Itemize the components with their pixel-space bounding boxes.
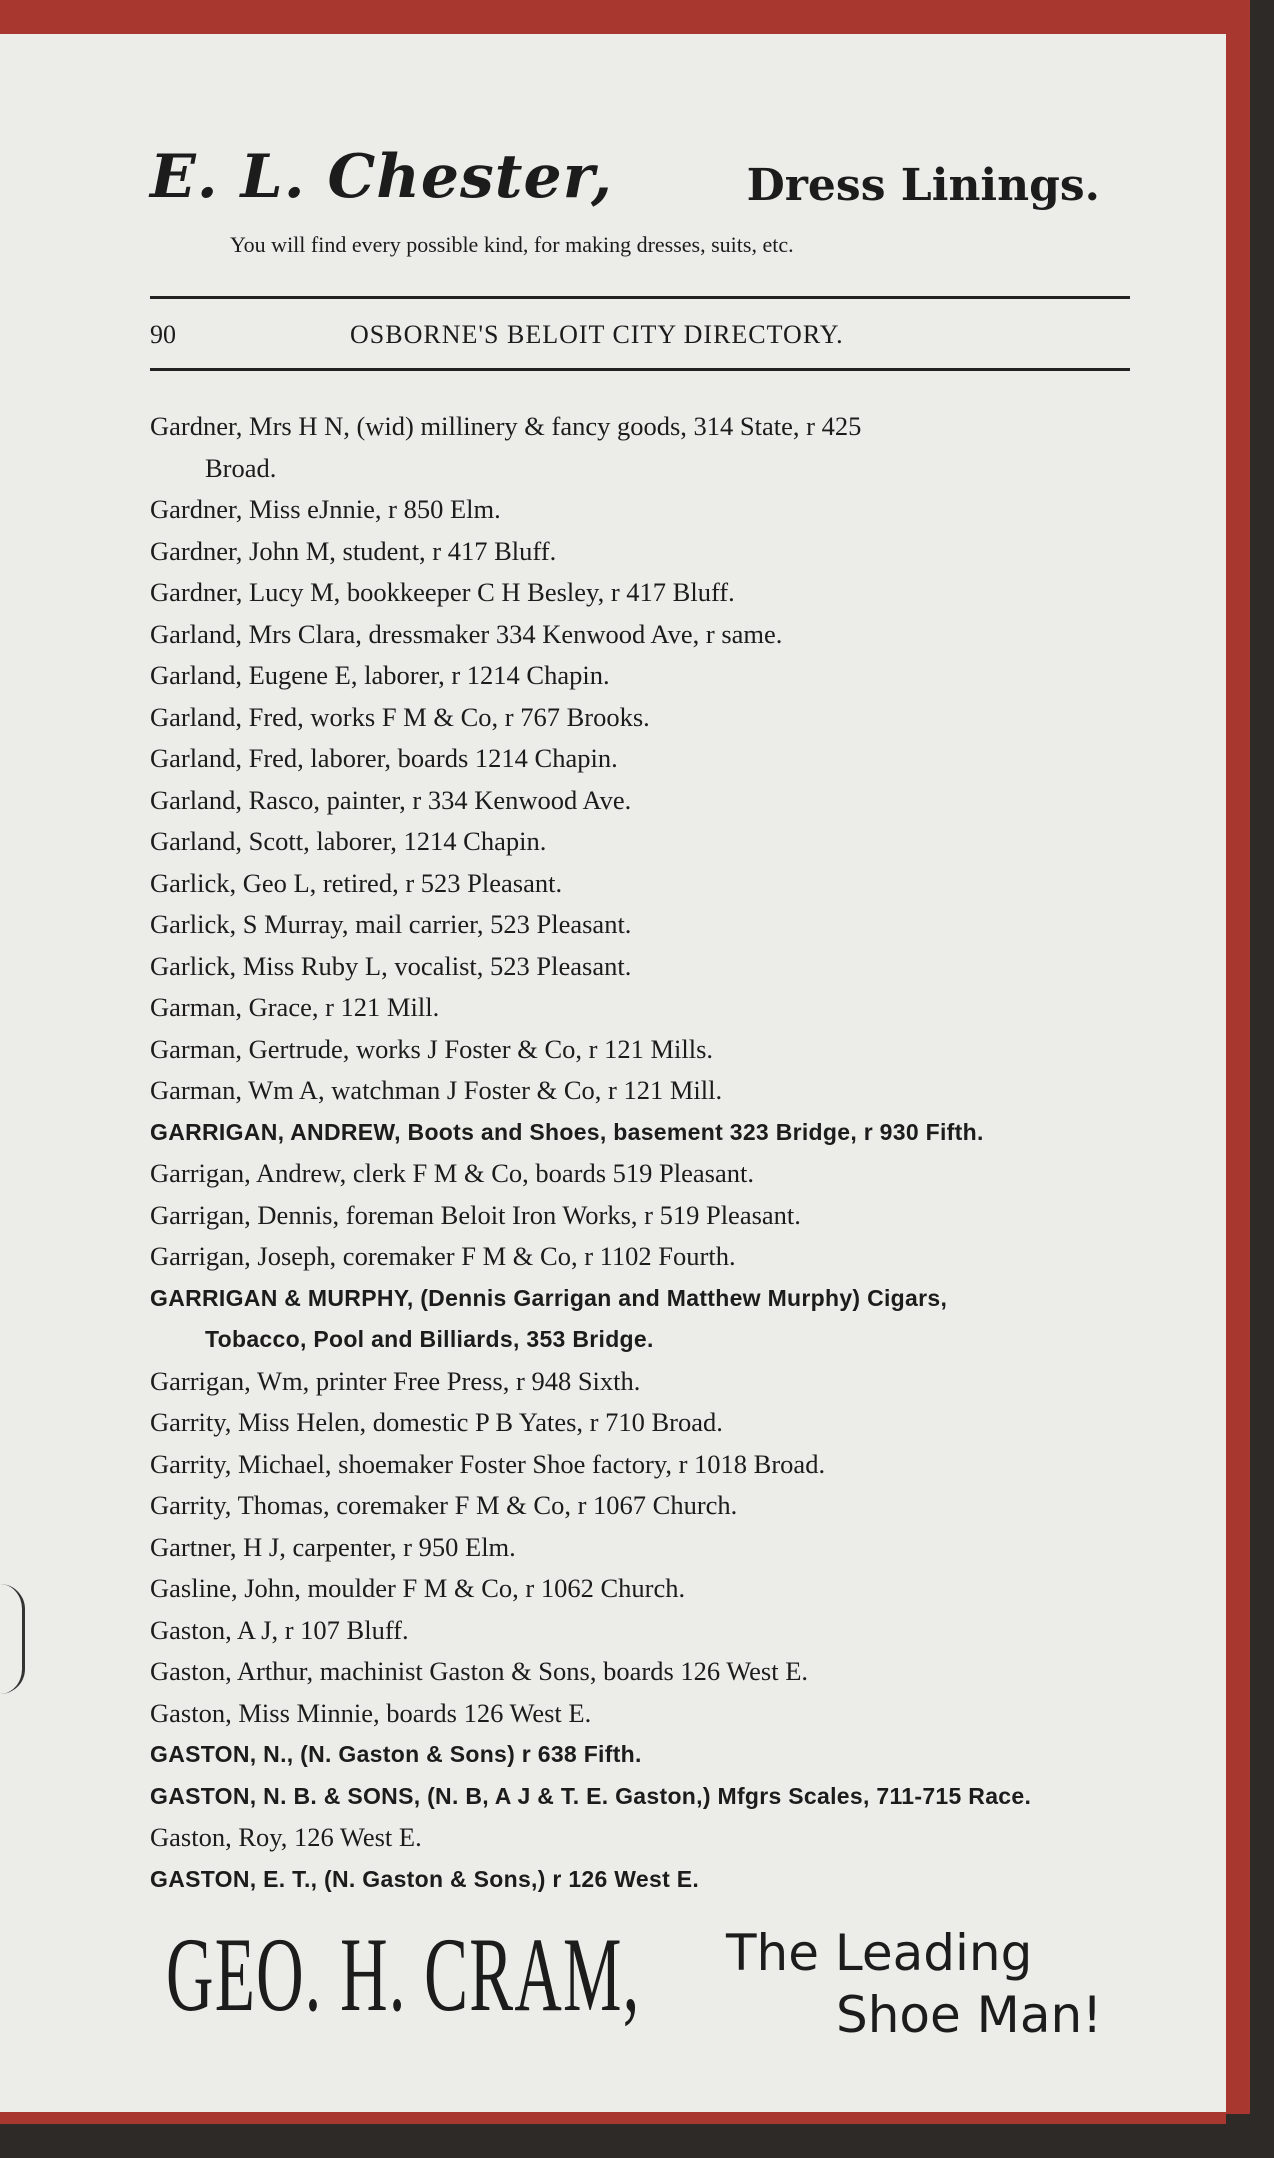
directory-entry <box>150 1361 1140 1403</box>
directory-entry <box>150 987 1140 1029</box>
entry-text: Gaston, Roy, 126 West E. <box>150 1822 422 1852</box>
entry-text: Gaston, Miss Minnie, boards 126 West E. <box>150 1697 592 1728</box>
page-title: OSBORNE'S BELOIT CITY DIRECTORY. <box>350 320 844 349</box>
entry-text: Garland, Eugene E, laborer, r 1214 Chapin. <box>150 660 610 690</box>
entry-text: Garland, Rasco, painter, r 334 Kenwood Ave. <box>150 784 632 815</box>
entry-text: GASTON, N. B. & SONS, (N. B, A J & T. E. Gaston,) Mfgrs Scales, 711-715 Race. <box>150 1782 1032 1809</box>
page-number: 90 <box>150 320 176 349</box>
bottom-advertisement <box>166 1914 1146 2074</box>
directory-entry <box>150 1527 1140 1569</box>
directory-entry <box>150 1153 1140 1195</box>
entry-text: Garrity, Thomas, coremaker F M & Co, r 1067 Church. <box>150 1490 738 1520</box>
entry-text: Gardner, John M, student, r 417 Bluff. <box>150 535 557 566</box>
entry-text: Garlick, Miss Ruby L, vocalist, 523 Pleasant. <box>150 950 632 981</box>
directory-entry <box>150 904 1140 946</box>
entry-text: Garrigan, Dennis, foreman Beloit Iron Works, r 519 Pleasant. <box>150 1199 801 1230</box>
directory-entry <box>150 489 1140 531</box>
entry-text: Gaston, A J, r 107 Bluff. <box>150 1614 409 1645</box>
directory-entry <box>150 780 1140 822</box>
ad-slogan-line2: Shoe Man! <box>836 1986 1103 2044</box>
directory-entry <box>150 1029 1140 1071</box>
entry-text: Gardner, Miss eJnnie, r 850 Elm. <box>150 494 501 524</box>
entry-text: GARRIGAN, ANDREW, Boots and Shoes, basement 323 Bridge, r 930 Fifth. <box>150 1118 984 1145</box>
entry-text: Garlick, Geo L, retired, r 523 Pleasant. <box>150 867 563 898</box>
directory-entry <box>150 614 1140 656</box>
directory-entry <box>150 572 1140 614</box>
entry-text: Garrity, Michael, shoemaker Foster Shoe factory, r 1018 Broad. <box>150 1448 826 1479</box>
entry-text: Gaston, Arthur, machinist Gaston & Sons, boards 126 West E. <box>150 1656 809 1686</box>
entry-continuation: Tobacco, Pool and Billiards, 353 Bridge. <box>205 1326 654 1352</box>
entry-text: Gardner, Mrs H N, (wid) millinery & fancy goods, 314 State, r 425 <box>150 411 862 441</box>
directory-entry <box>150 1651 1140 1693</box>
directory-entry <box>150 1693 1140 1735</box>
entry-text: GARRIGAN & MURPHY, (Dennis Garrigan and Matthew Murphy) Cigars, <box>150 1284 948 1311</box>
directory-entry <box>150 1485 1140 1527</box>
directory-entry <box>150 1859 1140 1901</box>
directory-entry <box>150 406 1140 489</box>
directory-entry <box>150 697 1140 739</box>
entry-text: Garrigan, Wm, printer Free Press, r 948 Sixth. <box>150 1365 641 1396</box>
ad-slogan-line1: The Leading <box>726 1924 1033 1982</box>
directory-entry <box>150 1070 1140 1112</box>
entry-text: GASTON, N., (N. Gaston & Sons) r 638 Fifth. <box>150 1741 642 1767</box>
directory-entry <box>150 1195 1140 1237</box>
directory-entry <box>150 1402 1140 1444</box>
directory-entry <box>150 821 1140 863</box>
entry-text: Garrigan, Andrew, clerk F M & Co, boards 519 Pleasant. <box>150 1158 754 1188</box>
directory-entry <box>150 655 1140 697</box>
directory-entry <box>150 1734 1140 1776</box>
entry-text: Gardner, Lucy M, bookkeeper C H Besley, r 417 Bluff. <box>150 577 735 607</box>
directory-entries <box>150 406 1140 1900</box>
directory-entry <box>150 1776 1140 1818</box>
entry-text: Garrigan, Joseph, coremaker F M & Co, r 1102 Fourth. <box>150 1241 736 1271</box>
entry-text: Garman, Grace, r 121 Mill. <box>150 992 440 1022</box>
directory-entry <box>150 738 1140 780</box>
advertised-product: Dress Linings. <box>746 160 1100 211</box>
entry-text: Garrity, Miss Helen, domestic P B Yates, r 710 Broad. <box>150 1407 723 1437</box>
entry-text: GASTON, E. T., (N. Gaston & Sons,) r 126 West E. <box>150 1865 700 1892</box>
directory-entry <box>150 1610 1140 1652</box>
directory-entry <box>150 863 1140 905</box>
entry-text: Gasline, John, moulder F M & Co, r 1062 Church. <box>150 1573 686 1603</box>
entry-text: Garlick, S Murray, mail carrier, 523 Pleasant. <box>150 909 632 939</box>
directory-entry <box>150 1112 1140 1154</box>
top-advertisement <box>150 142 1110 257</box>
directory-entry <box>150 1278 1140 1361</box>
directory-entry <box>150 531 1140 573</box>
advertiser-name: GEO. H. CRAM, <box>166 1916 641 2033</box>
entry-continuation: Broad. <box>205 452 277 483</box>
entry-text: Garland, Fred, works F M & Co, r 767 Brooks. <box>150 701 650 732</box>
entry-text: Garman, Gertrude, works J Foster & Co, r 121 Mills. <box>150 1033 714 1064</box>
directory-entry <box>150 1236 1140 1278</box>
ad-tagline: You will find every possible kind, for making dresses, suits, etc. <box>230 232 794 257</box>
header-rule-bottom <box>150 368 1130 371</box>
advertiser-name: E. L. Chester, <box>150 142 613 212</box>
margin-ink-mark <box>0 1584 25 1694</box>
entry-text: Garland, Mrs Clara, dressmaker 334 Kenwood Ave, r same. <box>150 618 783 649</box>
entry-text: Garman, Wm A, watchman J Foster & Co, r 121 Mill. <box>150 1075 723 1105</box>
directory-entry <box>150 946 1140 988</box>
entry-text: Gartner, H J, carpenter, r 950 Elm. <box>150 1531 516 1562</box>
entry-text: Garland, Fred, laborer, boards 1214 Chapin. <box>150 743 618 773</box>
directory-entry <box>150 1444 1140 1486</box>
directory-entry <box>150 1568 1140 1610</box>
entry-text: Garland, Scott, laborer, 1214 Chapin. <box>150 826 547 856</box>
header-rule-top <box>150 296 1130 299</box>
directory-entry <box>150 1817 1140 1859</box>
